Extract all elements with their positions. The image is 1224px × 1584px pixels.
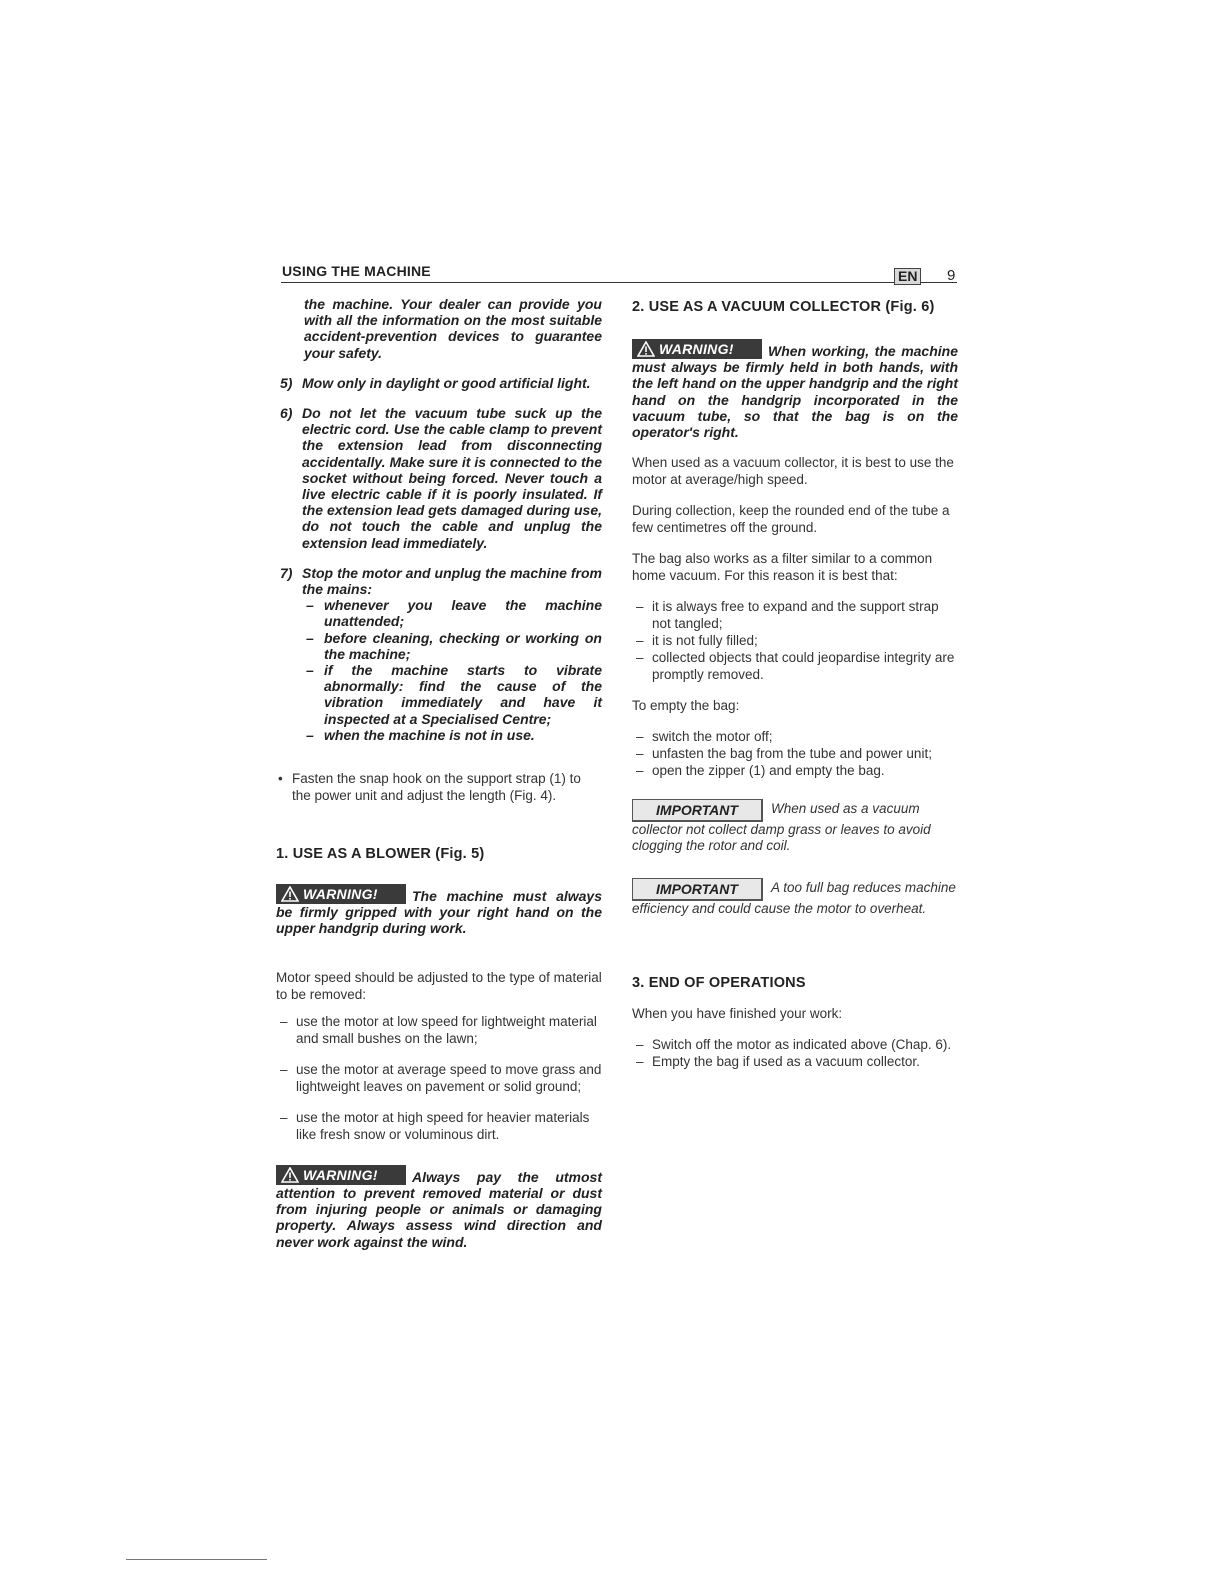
header-rule: [281, 282, 957, 283]
list-item: – use the motor at low speed for lightweight material and small bushes on the lawn;: [280, 1013, 597, 1046]
list-item: – when the machine is not in use.: [306, 726, 535, 743]
warning-badge: WARNING!: [276, 884, 406, 904]
empty-intro: To empty the bag:: [632, 698, 740, 714]
stop-cases-list: [302, 597, 602, 743]
important-note-1: IMPORTANT When used as a vacuum collector not collect damp grass or leaves to avoid clogging the rotor and coil.: [632, 801, 931, 854]
list-item: – collected objects that could jeopardise integrity are promptly removed.: [636, 650, 955, 683]
list-item: – if the machine starts to vibrate abnormally: find the cause of the vibration immediately and have it inspected at a Specialised Centre;: [306, 662, 602, 727]
important-badge: IMPORTANT: [632, 878, 763, 901]
list-item: – it is not fully filled;: [636, 633, 758, 649]
list-item: – use the motor at high speed for heavier materials like fresh snow or voluminous dirt.: [280, 1109, 590, 1142]
vacuum-para-3: The bag also works as a filter similar to a common home vacuum. For this reason it is best that:: [632, 551, 933, 584]
vacuum-para-1: When used as a vacuum collector, it is best to use the motor at average/high speed.: [632, 455, 954, 488]
right-column: [632, 296, 958, 1070]
strap-bullet: • Fasten the snap hook on the support strap (1) to the power unit and adjust the length (Fig. 4).: [278, 771, 581, 804]
item-text: Mow only in daylight or good artificial light.: [302, 374, 591, 391]
list-item: – Empty the bag if used as a vacuum collector.: [636, 1054, 920, 1070]
warning-triangle-icon: [281, 886, 299, 902]
continuation-text: the machine. Your dealer can provide you with all the information on the most suitable accident-prevention devices to guarantee your safety.: [304, 296, 602, 361]
important-badge: IMPORTANT: [632, 799, 763, 822]
safety-item-7: [276, 565, 602, 743]
section-header-title: USING THE MACHINE: [282, 263, 431, 279]
vacuum-heading: 2. USE AS A VACUUM COLLECTOR (Fig. 6): [632, 299, 935, 315]
empty-steps-list: [632, 728, 958, 779]
warning-triangle-icon: [281, 1167, 299, 1183]
blower-heading: 1. USE AS A BLOWER (Fig. 5): [276, 846, 485, 863]
item-text: Do not let the vacuum tube suck up the electric cord. Use the cable clamp to prevent the extension lead from disconnecting accidentally. Make sure it is connected to the socket without being forced. Never touch a live electric cable if it is poorly insulated. If the extension lead gets damaged during use, do not touch the cable and unplug the extension lead immediately.: [302, 405, 602, 551]
item-number: 6): [280, 405, 293, 422]
list-item: – before cleaning, checking or working on the machine;: [306, 629, 602, 662]
warning-badge: WARNING!: [632, 339, 762, 359]
left-column: [276, 296, 602, 1250]
end-intro: When you have finished your work:: [632, 1006, 843, 1022]
list-item: – it is always free to expand and the support strap not tangled;: [636, 599, 939, 632]
list-item: – whenever you leave the machine unattended;: [306, 597, 602, 630]
item-text: Stop the motor and unplug the machine from the mains:: [302, 564, 602, 598]
safety-item-6: [276, 405, 602, 551]
page-number: 9: [947, 267, 956, 284]
end-steps-list: [632, 1036, 958, 1070]
important-note-2: IMPORTANT A too full bag reduces machine efficiency and could cause the motor to overheat.: [632, 880, 956, 917]
speed-intro: Motor speed should be adjusted to the type of material to be removed:: [276, 969, 602, 1002]
warning-badge: WARNING!: [276, 1165, 406, 1185]
vacuum-warning: WARNING! When working, the machine must always be firmly held in both hands, with the left hand on the upper handgrip and the right hand on the handgrip incorporated in the vacuum tube, so that the bag is on the operator's right.: [632, 341, 958, 441]
item-number: 5): [280, 374, 293, 391]
item-number: 7): [280, 564, 293, 581]
safety-item-5: [276, 375, 602, 391]
bag-conditions-list: [632, 598, 958, 683]
speed-list: [276, 1013, 602, 1143]
end-heading: 3. END OF OPERATIONS: [632, 975, 806, 992]
list-item: – switch the motor off;: [636, 729, 773, 745]
list-item: – open the zipper (1) and empty the bag.: [636, 763, 885, 779]
attention-warning: WARNING! Always pay the utmost attention to prevent removed material or dust from injuring people or animals or damaging property. Always assess wind direction and never work against the wind.: [276, 1166, 602, 1250]
list-item: – Switch off the motor as indicated above (Chap. 6).: [636, 1037, 952, 1053]
footnote-rule: [126, 1559, 267, 1560]
list-item: – use the motor at average speed to move grass and lightweight leaves on pavement or solid ground;: [280, 1061, 602, 1094]
list-item: – unfasten the bag from the tube and power unit;: [636, 746, 932, 762]
blower-warning: WARNING! The machine must always be firmly gripped with your right hand on the upper handgrip during work.: [276, 886, 602, 937]
language-badge: EN: [894, 268, 921, 285]
warning-triangle-icon: [637, 341, 655, 357]
vacuum-para-2: During collection, keep the rounded end of the tube a few centimetres off the ground.: [632, 503, 950, 536]
